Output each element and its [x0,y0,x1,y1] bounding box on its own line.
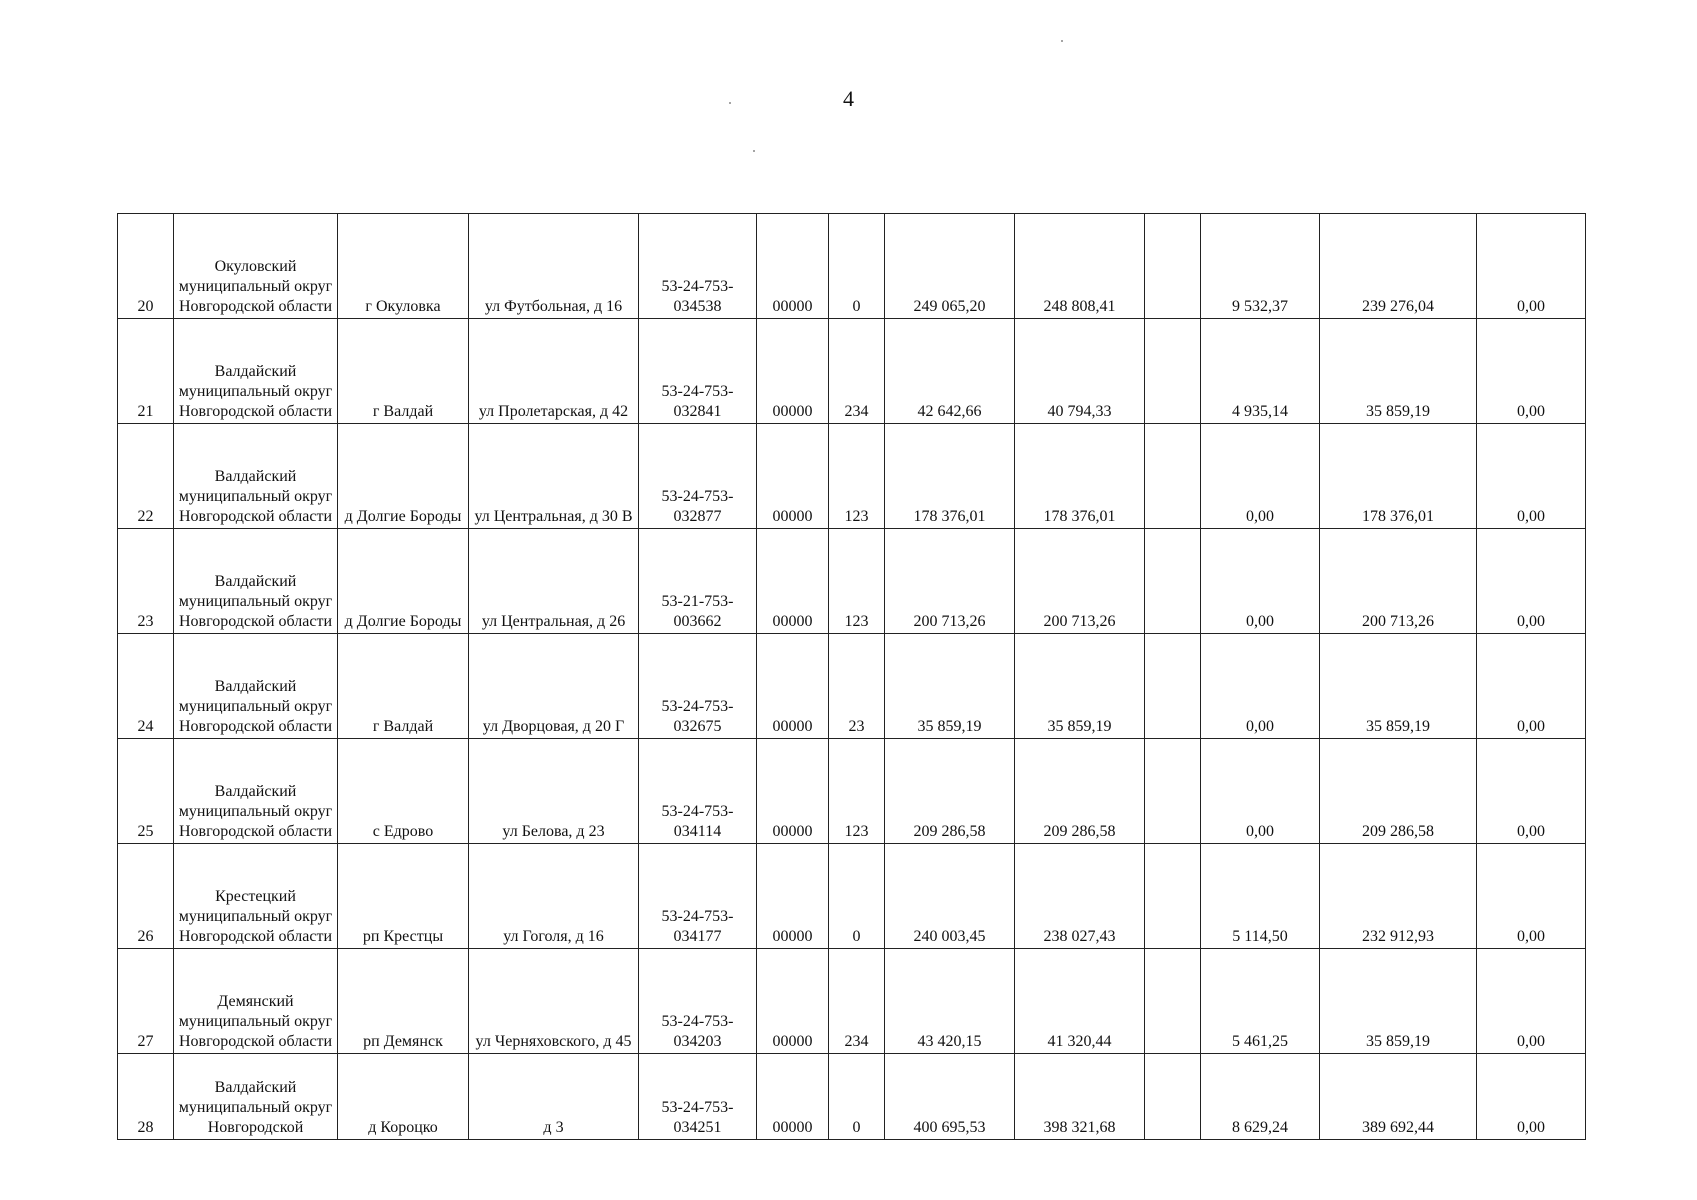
table-row [118,634,1586,739]
address-cell: ул Центральная, д 26 [469,529,639,634]
total-amount-cell: 35 859,19 [885,634,1015,739]
table-row [118,319,1586,424]
settlement-cell: г Окуловка [338,214,469,319]
settlement-cell: рп Крестцы [338,844,469,949]
total-amount-cell: 178 376,01 [885,424,1015,529]
empty-cell [1145,424,1201,529]
paid-amount-cell: 248 808,41 [1015,214,1145,319]
scan-speck [1061,40,1063,42]
row-number: 25 [118,739,174,844]
table-row [118,1054,1586,1140]
table-row [118,214,1586,319]
registry-code-cell: 53-24-753-032841 [639,319,757,424]
paid-amount-cell: 398 321,68 [1015,1054,1145,1140]
subsidy-amount-cell: 239 276,04 [1320,214,1477,319]
category-code-cell: 123 [829,424,885,529]
address-cell: ул Пролетарская, д 42 [469,319,639,424]
subsidy-amount-cell: 178 376,01 [1320,424,1477,529]
row-number: 22 [118,424,174,529]
debt-amount-cell: 9 532,37 [1201,214,1320,319]
remainder-amount-cell: 0,00 [1477,844,1586,949]
empty-cell [1145,844,1201,949]
registry-code-cell: 53-24-753-034251 [639,1054,757,1140]
category-code-cell: 0 [829,844,885,949]
district-cell: Валдайский муниципальный округ Новгородской области [174,319,338,424]
debt-amount-cell: 5 461,25 [1201,949,1320,1054]
paid-amount-cell: 35 859,19 [1015,634,1145,739]
address-cell: ул Футбольная, д 16 [469,214,639,319]
scan-speck [753,150,755,152]
empty-cell [1145,949,1201,1054]
table-row [118,529,1586,634]
code-suffix-cell: 00000 [757,319,829,424]
registry-table [117,213,1586,1140]
total-amount-cell: 240 003,45 [885,844,1015,949]
district-cell: Валдайский муниципальный округ Новгородской области [174,739,338,844]
empty-cell [1145,214,1201,319]
registry-code-cell: 53-24-753-034114 [639,739,757,844]
paid-amount-cell: 178 376,01 [1015,424,1145,529]
remainder-amount-cell: 0,00 [1477,739,1586,844]
empty-cell [1145,319,1201,424]
settlement-cell: д Долгие Бороды [338,529,469,634]
paid-amount-cell: 41 320,44 [1015,949,1145,1054]
code-suffix-cell: 00000 [757,424,829,529]
empty-cell [1145,634,1201,739]
code-suffix-cell: 00000 [757,949,829,1054]
settlement-cell: д Короцко [338,1054,469,1140]
settlement-cell: г Валдай [338,634,469,739]
debt-amount-cell: 0,00 [1201,424,1320,529]
settlement-cell: рп Демянск [338,949,469,1054]
address-cell: ул Дворцовая, д 20 Г [469,634,639,739]
category-code-cell: 0 [829,214,885,319]
total-amount-cell: 43 420,15 [885,949,1015,1054]
total-amount-cell: 42 642,66 [885,319,1015,424]
paid-amount-cell: 200 713,26 [1015,529,1145,634]
debt-amount-cell: 0,00 [1201,739,1320,844]
category-code-cell: 234 [829,319,885,424]
remainder-amount-cell: 0,00 [1477,634,1586,739]
settlement-cell: г Валдай [338,319,469,424]
registry-code-cell: 53-24-753-034177 [639,844,757,949]
total-amount-cell: 200 713,26 [885,529,1015,634]
district-cell: Валдайский муниципальный округ Новгородской области [174,424,338,529]
settlement-cell: с Едрово [338,739,469,844]
remainder-amount-cell: 0,00 [1477,424,1586,529]
district-cell: Демянский муниципальный округ Новгородской области [174,949,338,1054]
category-code-cell: 234 [829,949,885,1054]
district-cell: Окуловский муниципальный округ Новгородской области [174,214,338,319]
code-suffix-cell: 00000 [757,634,829,739]
settlement-cell: д Долгие Бороды [338,424,469,529]
code-suffix-cell: 00000 [757,739,829,844]
total-amount-cell: 209 286,58 [885,739,1015,844]
registry-code-cell: 53-24-753-034203 [639,949,757,1054]
page-number: 4 [843,86,854,111]
row-number: 27 [118,949,174,1054]
remainder-amount-cell: 0,00 [1477,1054,1586,1140]
district-cell: Валдайский муниципальный округ Новгородской области [174,634,338,739]
remainder-amount-cell: 0,00 [1477,949,1586,1054]
table-row [118,424,1586,529]
remainder-amount-cell: 0,00 [1477,214,1586,319]
address-cell: д 3 [469,1054,639,1140]
category-code-cell: 0 [829,1054,885,1140]
address-cell: ул Белова, д 23 [469,739,639,844]
registry-code-cell: 53-24-753-034538 [639,214,757,319]
remainder-amount-cell: 0,00 [1477,529,1586,634]
debt-amount-cell: 0,00 [1201,529,1320,634]
code-suffix-cell: 00000 [757,1054,829,1140]
subsidy-amount-cell: 209 286,58 [1320,739,1477,844]
subsidy-amount-cell: 389 692,44 [1320,1054,1477,1140]
row-number: 26 [118,844,174,949]
registry-code-cell: 53-21-753-003662 [639,529,757,634]
subsidy-amount-cell: 35 859,19 [1320,634,1477,739]
district-cell: Крестецкий муниципальный округ Новгородской области [174,844,338,949]
row-number: 20 [118,214,174,319]
empty-cell [1145,739,1201,844]
remainder-amount-cell: 0,00 [1477,319,1586,424]
category-code-cell: 123 [829,529,885,634]
district-cell: Валдайский муниципальный округ Новгородской области [174,529,338,634]
subsidy-amount-cell: 35 859,19 [1320,949,1477,1054]
debt-amount-cell: 5 114,50 [1201,844,1320,949]
registry-code-cell: 53-24-753-032877 [639,424,757,529]
table-row [118,949,1586,1054]
debt-amount-cell: 4 935,14 [1201,319,1320,424]
row-number: 21 [118,319,174,424]
table-row [118,739,1586,844]
total-amount-cell: 400 695,53 [885,1054,1015,1140]
category-code-cell: 123 [829,739,885,844]
code-suffix-cell: 00000 [757,844,829,949]
debt-amount-cell: 0,00 [1201,634,1320,739]
category-code-cell: 23 [829,634,885,739]
paid-amount-cell: 209 286,58 [1015,739,1145,844]
empty-cell [1145,529,1201,634]
paid-amount-cell: 40 794,33 [1015,319,1145,424]
address-cell: ул Гоголя, д 16 [469,844,639,949]
table-row [118,844,1586,949]
subsidy-amount-cell: 35 859,19 [1320,319,1477,424]
row-number: 24 [118,634,174,739]
code-suffix-cell: 00000 [757,214,829,319]
code-suffix-cell: 00000 [757,529,829,634]
row-number: 23 [118,529,174,634]
district-cell: Валдайский муниципальный округ Новгородской [174,1054,338,1140]
subsidy-amount-cell: 232 912,93 [1320,844,1477,949]
address-cell: ул Центральная, д 30 В [469,424,639,529]
empty-cell [1145,1054,1201,1140]
subsidy-amount-cell: 200 713,26 [1320,529,1477,634]
total-amount-cell: 249 065,20 [885,214,1015,319]
scan-speck [729,102,731,104]
debt-amount-cell: 8 629,24 [1201,1054,1320,1140]
registry-code-cell: 53-24-753-032675 [639,634,757,739]
address-cell: ул Черняховского, д 45 [469,949,639,1054]
row-number: 28 [118,1054,174,1140]
paid-amount-cell: 238 027,43 [1015,844,1145,949]
